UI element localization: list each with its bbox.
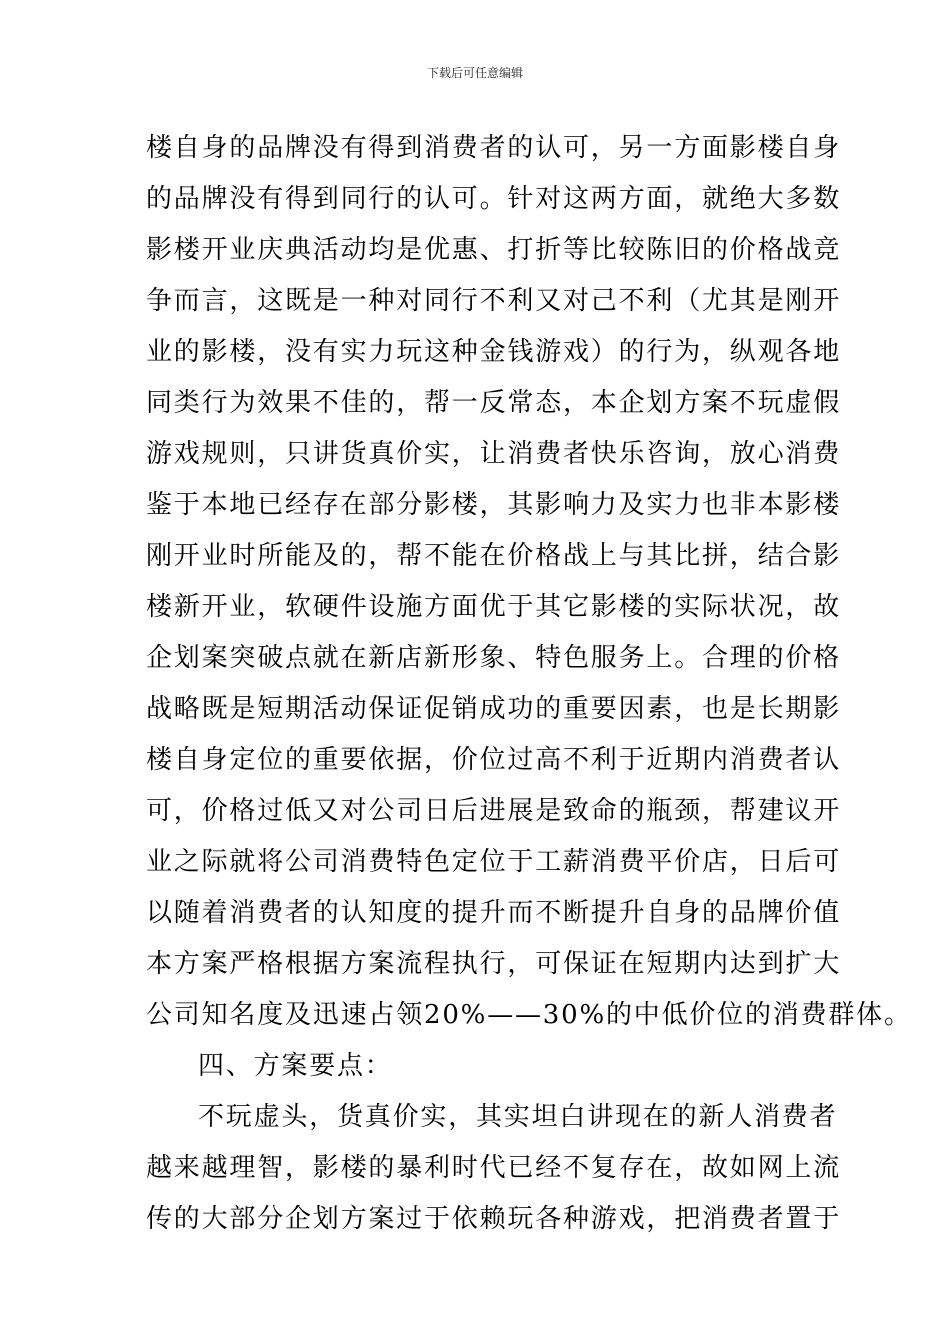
section-heading: 四、方案要点： <box>198 1051 393 1081</box>
text-line: 越来越理智，影楼的暴利时代已经不复存在，故如网上流 <box>146 1153 842 1183</box>
text-line: 以随着消费者的认知度的提升而不断提升自身的品牌价值 <box>146 898 842 928</box>
text-line: 业的影楼，没有实力玩这种金钱游戏）的行为，纵观各地 <box>146 337 842 367</box>
text-line: 公司知名度及迅速占领20%——30%的中低价位的消费群体。 <box>146 1000 912 1030</box>
text-line: 楼新开业，软硬件设施方面优于其它影楼的实际状况，故 <box>146 592 842 622</box>
text-line: 刚开业时所能及的，帮不能在价格战上与其比拼，结合影 <box>146 541 842 571</box>
text-line: 可，价格过低又对公司日后进展是致命的瓶颈，帮建议开 <box>146 796 842 826</box>
text-line: 企划案突破点就在新店新形象、特色服务上。合理的价格 <box>146 643 842 673</box>
text-line: 的品牌没有得到同行的认可。针对这两方面，就绝大多数 <box>146 184 842 214</box>
text-line: 业之际就将公司消费特色定位于工薪消费平价店，日后可 <box>146 847 842 877</box>
text-line: 楼自身定位的重要依据，价位过高不利于近期内消费者认 <box>146 745 842 775</box>
text-line: 争而言，这既是一种对同行不利又对己不利（尤其是刚开 <box>146 286 842 316</box>
text-line: 游戏规则，只讲货真价实，让消费者快乐咨询，放心消费 <box>146 439 842 469</box>
text-line: 楼自身的品牌没有得到消费者的认可，另一方面影楼自身 <box>146 133 842 163</box>
text-line: 战略既是短期活动保证促销成功的重要因素，也是长期影 <box>146 694 842 724</box>
text-line: 同类行为效果不佳的，帮一反常态，本企划方案不玩虚假 <box>146 388 842 418</box>
text-line: 鉴于本地已经存在部分影楼，其影响力及实力也非本影楼 <box>146 490 842 520</box>
page-header: 下载后可任意编辑 <box>426 66 523 80</box>
text-line: 影楼开业庆典活动均是优惠、打折等比较陈旧的价格战竞 <box>146 235 842 265</box>
text-line: 本方案严格根据方案流程执行，可保证在短期内达到扩大 <box>146 949 842 979</box>
text-line: 传的大部分企划方案过于依赖玩各种游戏，把消费者置于 <box>146 1204 842 1234</box>
paragraph-first-line: 不玩虚头，货真价实，其实坦白讲现在的新人消费者 <box>198 1102 838 1132</box>
